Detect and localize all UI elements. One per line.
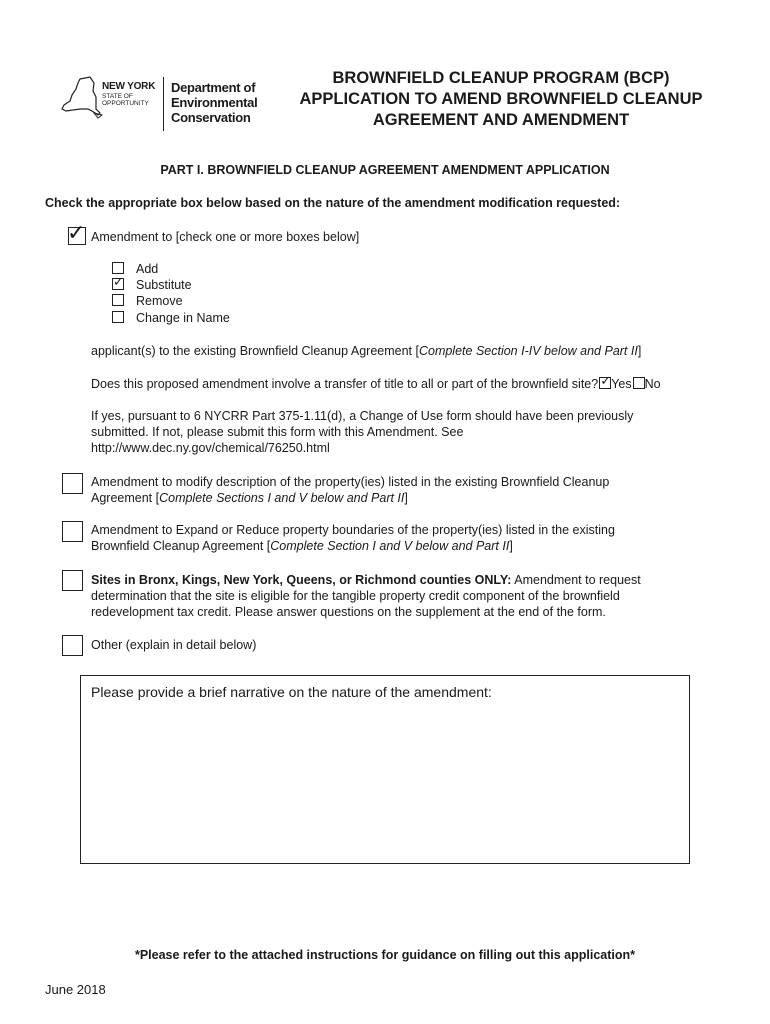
instruction-text: Check the appropriate box below based on the nature of the amendment modification requested:: [45, 196, 621, 210]
expand-reduce-checkbox[interactable]: [62, 521, 83, 542]
remove-label: Remove: [136, 294, 183, 308]
logo-state-name: NEW YORK: [102, 81, 156, 92]
add-checkbox[interactable]: [112, 262, 124, 274]
yes-checkbox[interactable]: [599, 374, 612, 389]
footer-note: *Please refer to the attached instructions for guidance on filling out this application*: [134, 948, 636, 962]
other-checkbox[interactable]: [62, 635, 83, 656]
other-label: Other (explain in detail below): [91, 638, 257, 652]
title-line-1: BROWNFIELD CLEANUP PROGRAM (BCP): [332, 69, 670, 87]
tangible-property-credit-checkbox[interactable]: [62, 570, 83, 591]
amendment-to-label: Amendment to [check one or more boxes below]: [91, 230, 360, 244]
yes-label: Yes: [611, 377, 632, 391]
remove-checkbox[interactable]: [112, 294, 124, 306]
narrative-prompt: Please provide a brief narrative on the nature of the amendment:: [91, 684, 492, 700]
logo-state-sub: STATE OF OPPORTUNITY: [102, 93, 149, 107]
no-label: No: [644, 377, 661, 391]
tangible-property-credit-label: Sites in Bronx, Kings, New York, Queens, or Richmond counties ONLY: Amendment to request determination that the site is eligible for the tangible property credit component of the brownfield redevelopment tax credit. Please answer questions on the supplement at the end of the form.: [91, 573, 641, 619]
logo-divider: [163, 77, 164, 131]
new-york-state-map-icon: [60, 75, 104, 121]
change-in-name-checkbox[interactable]: [112, 311, 124, 323]
substitute-label: Substitute: [136, 278, 192, 292]
narrative-textarea[interactable]: [80, 675, 690, 864]
check-mark-icon: ✓: [67, 221, 86, 246]
check-mark-icon: ✓: [113, 275, 124, 290]
modify-description-label: Amendment to modify description of the property(ies) listed in the existing Brownfield Cleanup Agreement [Complete Sections I and V below and Part II]: [91, 475, 610, 505]
nys-dec-logo: [60, 75, 270, 135]
no-checkbox[interactable]: [633, 377, 645, 389]
logo-department-name: Department of Environmental Conservation: [171, 80, 258, 125]
change-in-name-label: Change in Name: [136, 311, 230, 325]
transfer-question: Does this proposed amendment involve a transfer of title to all or part of the brownfield site? ✓ Yes No: [91, 374, 661, 391]
part-heading: PART I. BROWNFIELD CLEANUP AGREEMENT AMENDMENT APPLICATION: [160, 163, 610, 177]
expand-reduce-label: Amendment to Expand or Reduce property boundaries of the property(ies) listed in the existing Brownfield Cleanup Agreement [Complete Section I and V below and Part II]: [91, 523, 615, 553]
substitute-checkbox[interactable]: [112, 275, 124, 290]
form-title: [280, 68, 722, 131]
title-line-3: AGREEMENT AND AMENDMENT: [372, 111, 630, 129]
title-line-2: APPLICATION TO AMEND BROWNFIELD CLEANUP: [299, 90, 703, 108]
change-of-use-link[interactable]: http://www.dec.ny.gov/chemical/76250.html: [91, 441, 330, 455]
modify-description-checkbox[interactable]: [62, 473, 83, 494]
check-mark-icon: ✓: [600, 374, 612, 389]
amendment-to-checkbox[interactable]: [67, 221, 86, 246]
applicant-text: applicant(s) to the existing Brownfield Cleanup Agreement [Complete Section I-IV below and Part II]: [91, 344, 642, 358]
form-date: June 2018: [45, 982, 106, 997]
change-of-use-note: If yes, pursuant to 6 NYCRR Part 375-1.11(d), a Change of Use form should have been previously submitted. If not, please submit this form with this Amendment. See http://www.dec.ny.gov/chemical/76250.html: [91, 409, 634, 455]
add-label: Add: [136, 262, 159, 276]
